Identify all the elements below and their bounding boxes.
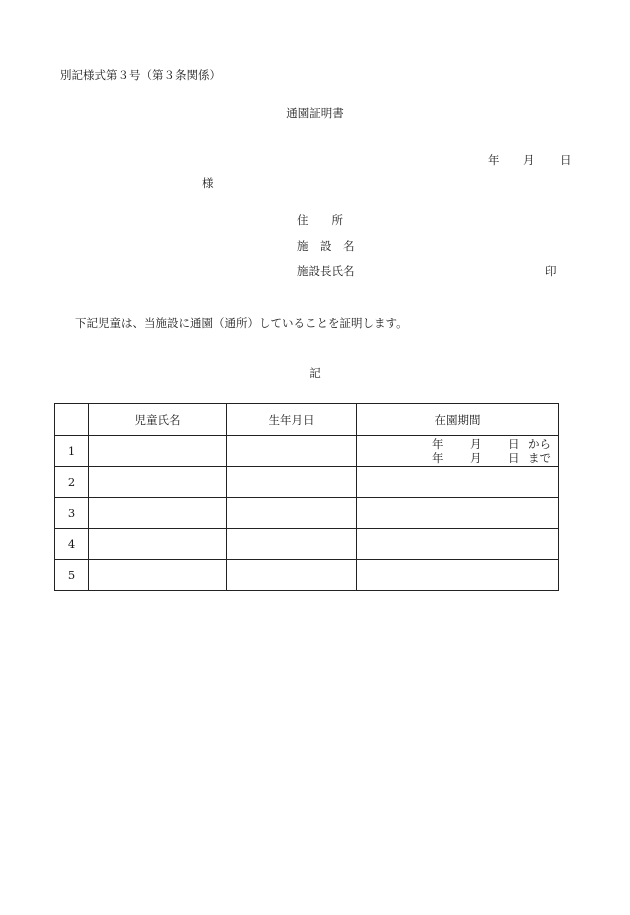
birth-date-cell xyxy=(227,529,357,560)
header-number xyxy=(55,404,89,436)
period-to-line xyxy=(357,451,558,465)
row-number: 4 xyxy=(55,529,89,560)
period-from-day: 日 xyxy=(508,437,520,451)
document-title: 通園証明書 xyxy=(286,106,344,120)
enrollment-period-cell xyxy=(357,467,559,498)
period-from-year: 年 xyxy=(432,437,444,451)
header-birth-date: 生年月日 xyxy=(227,404,357,436)
child-name-cell xyxy=(89,560,227,591)
date-year-label: 年 xyxy=(488,153,500,167)
table-row xyxy=(55,560,559,591)
certification-statement: 下記児童は、当施設に通園（通所）していることを証明します。 xyxy=(75,316,408,330)
enrollment-period-cell xyxy=(357,560,559,591)
issuer-facility-label: 施 設 名 xyxy=(297,239,355,253)
row-number: 1 xyxy=(55,436,89,467)
date-month-label: 月 xyxy=(523,153,535,167)
child-name-cell xyxy=(89,529,227,560)
child-name-cell xyxy=(89,436,227,467)
addressee-suffix: 様 xyxy=(202,176,214,190)
row-number: 5 xyxy=(55,560,89,591)
issuer-address-label: 住 所 xyxy=(297,213,343,227)
row-number: 3 xyxy=(55,498,89,529)
birth-date-cell xyxy=(227,560,357,591)
enrollment-period-cell xyxy=(357,436,559,467)
period-to-day: 日 xyxy=(508,451,520,465)
table-row xyxy=(55,436,559,467)
child-name-cell xyxy=(89,467,227,498)
children-table xyxy=(54,403,559,591)
birth-date-cell xyxy=(227,467,357,498)
enrollment-period-cell xyxy=(357,498,559,529)
birth-date-cell xyxy=(227,436,357,467)
header-child-name: 児童氏名 xyxy=(89,404,227,436)
table-row xyxy=(55,498,559,529)
period-from-line xyxy=(357,437,558,451)
date-day-label: 日 xyxy=(560,153,572,167)
table-header-row xyxy=(55,404,559,436)
child-name-cell xyxy=(89,498,227,529)
issuer-director-label: 施設長氏名 xyxy=(297,264,355,278)
period-to-year: 年 xyxy=(432,451,444,465)
period-to-month: 月 xyxy=(470,451,482,465)
table-row xyxy=(55,529,559,560)
period-to-suffix: まで xyxy=(528,451,551,465)
header-enrollment-period: 在園期間 xyxy=(357,404,559,436)
birth-date-cell xyxy=(227,498,357,529)
period-from-month: 月 xyxy=(470,437,482,451)
period-from-suffix: から xyxy=(528,437,551,451)
table-row xyxy=(55,467,559,498)
seal-mark: 印 xyxy=(545,264,557,278)
enrollment-period-cell xyxy=(357,529,559,560)
record-mark: 記 xyxy=(309,366,321,380)
row-number: 2 xyxy=(55,467,89,498)
form-number: 別記様式第３号（第３条関係） xyxy=(60,68,221,82)
